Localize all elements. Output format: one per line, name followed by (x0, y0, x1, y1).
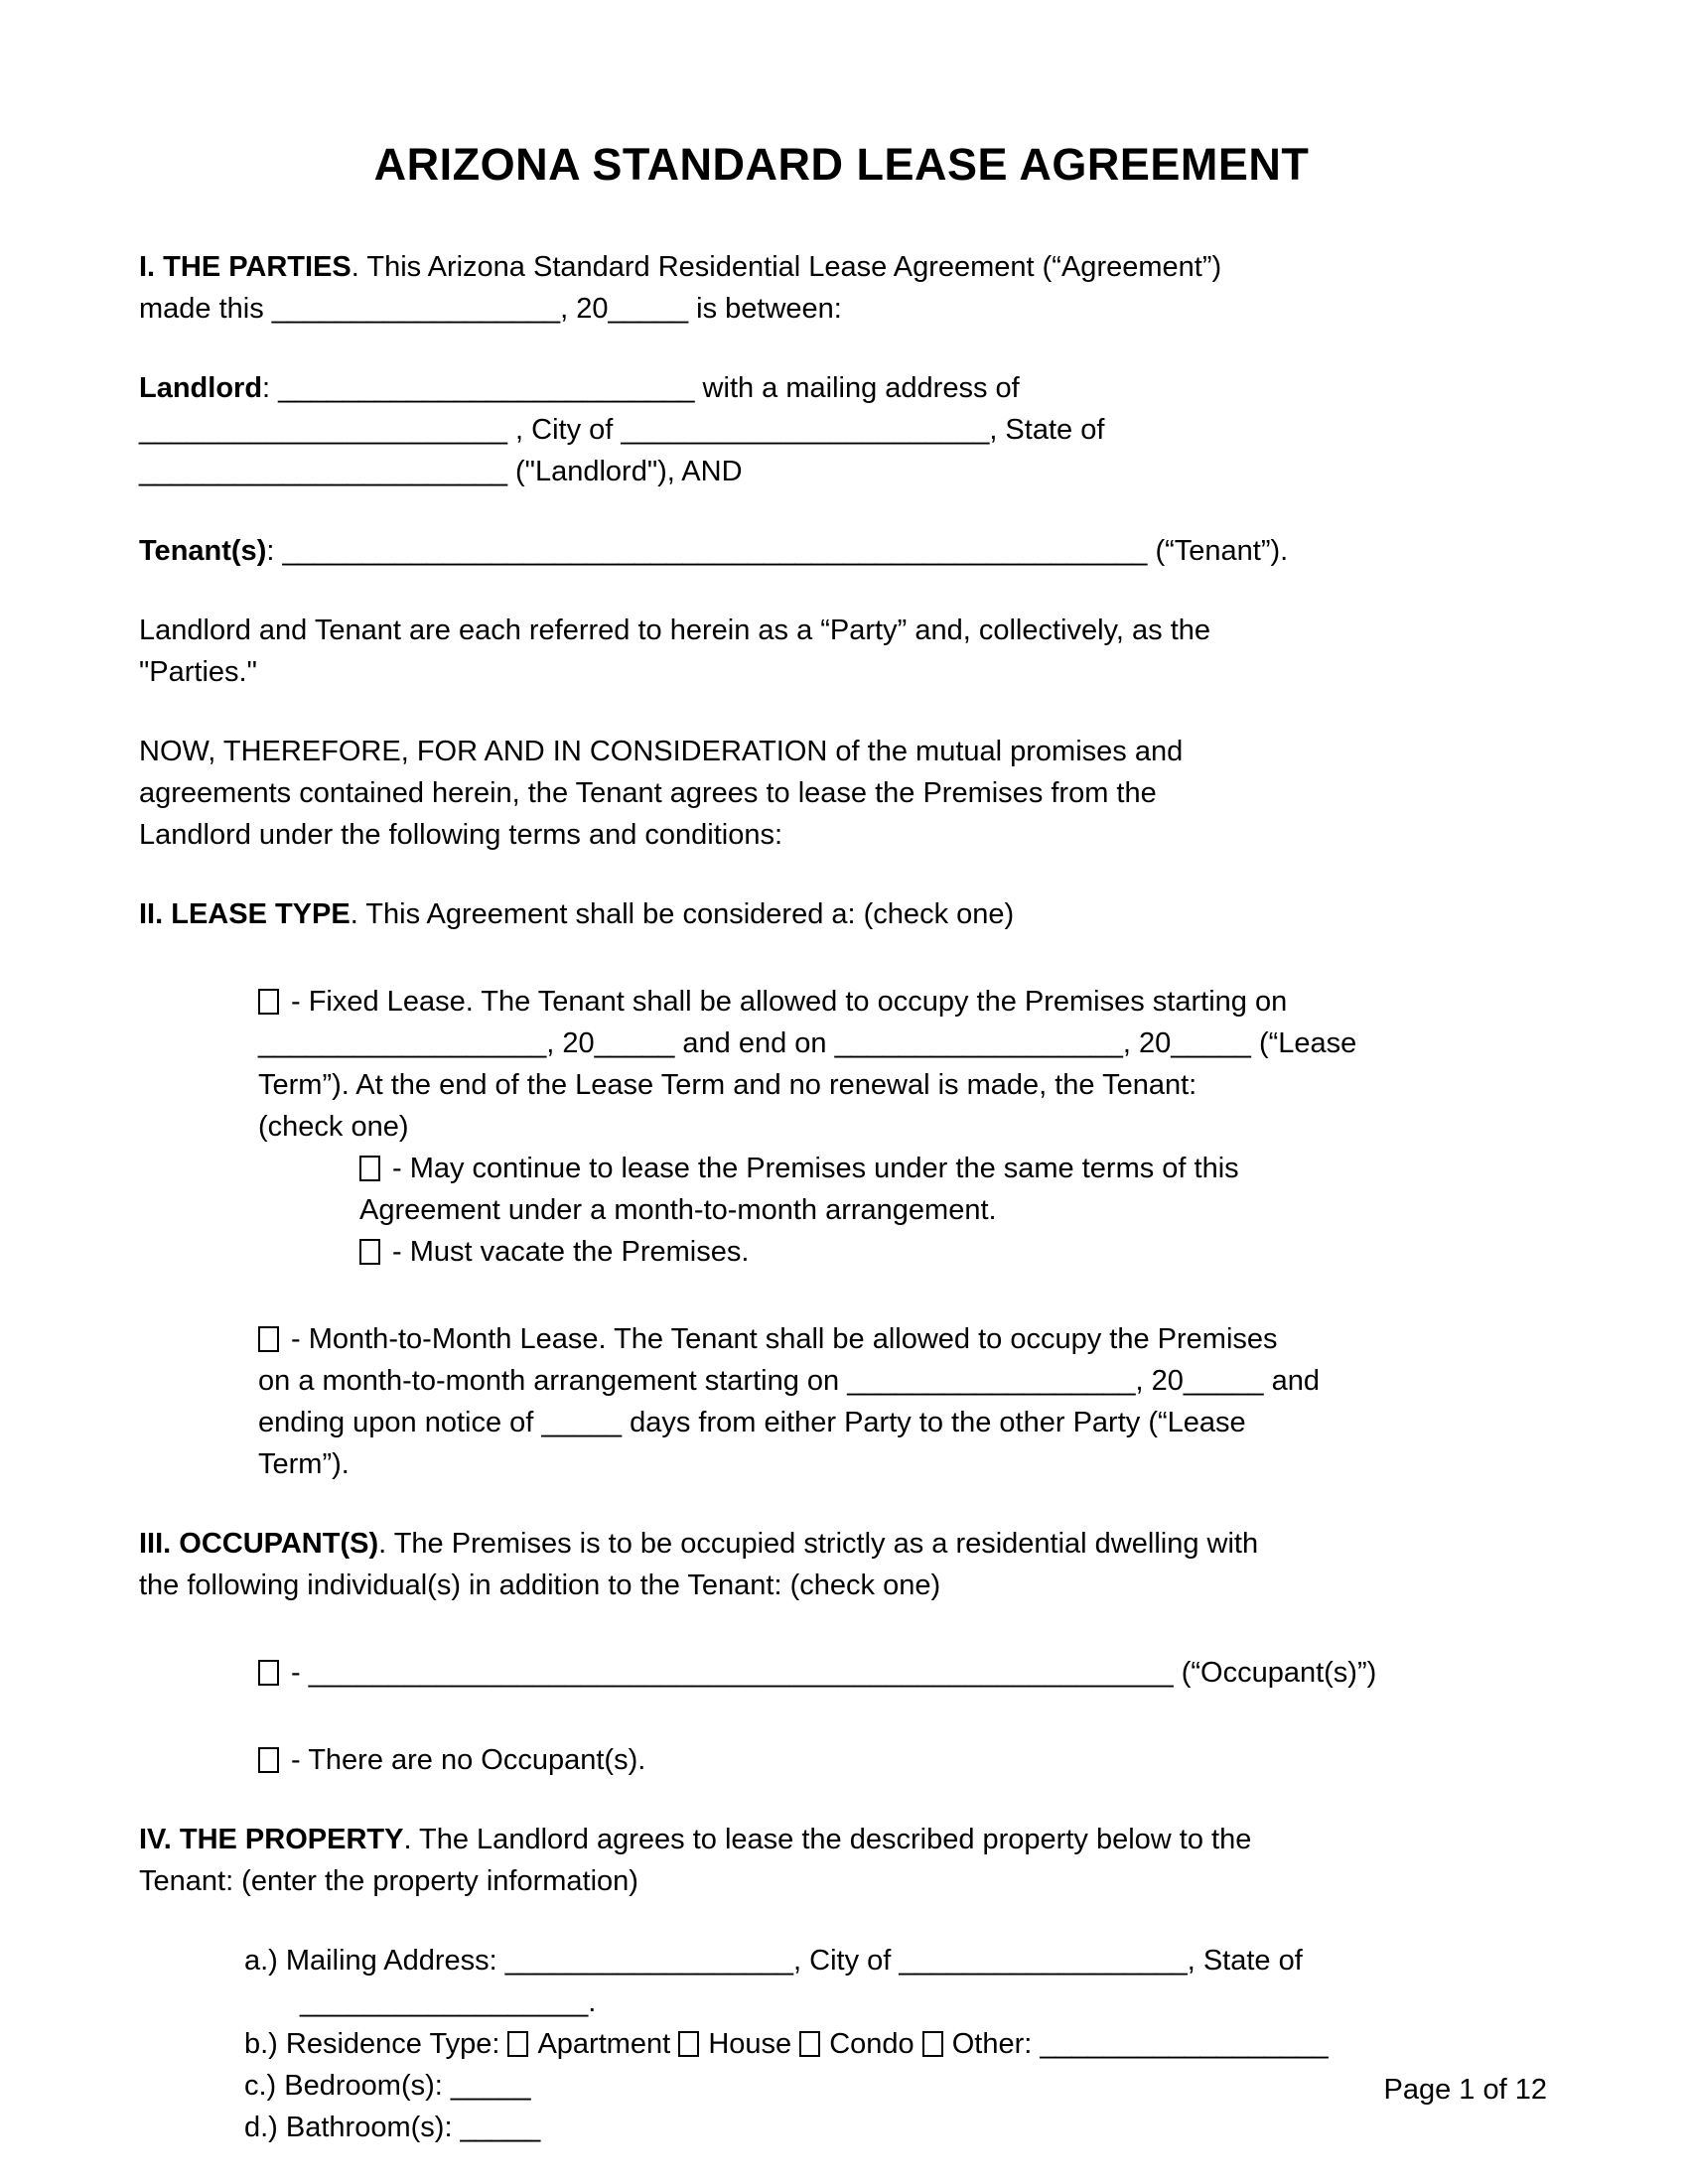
section-occupants-heading: III. OCCUPANT(S) (139, 1528, 379, 1560)
vacate-option (139, 1231, 1544, 1273)
vacate-checkbox-icon[interactable] (359, 1239, 380, 1265)
fixed-lease-checkbox-icon[interactable] (258, 989, 279, 1015)
bathrooms-blank-line: d.) Bathroom(s): _____ (244, 2112, 541, 2143)
section-property-heading: IV. THE PROPERTY (139, 1824, 404, 1855)
text-line: Tenant: (enter the property information) (139, 1865, 638, 1897)
house-option-label: House (708, 2028, 792, 2060)
property-item-mailing-address (139, 1940, 1544, 1981)
no-occupants-text: - There are no Occupant(s). (291, 1744, 646, 1776)
mailing-address-blank-line: a.) Mailing Address: __________________, City of __________________, State of (244, 1945, 1303, 1977)
apartment-checkbox-icon[interactable] (507, 2031, 528, 2057)
text-line (139, 893, 1544, 935)
continue-lease-checkbox-icon[interactable] (359, 1156, 380, 1181)
month-to-month-checkbox-icon[interactable] (258, 1326, 279, 1352)
notice-days-blank-line: ending upon notice of _____ days from either Party to the other Party (“Lease (258, 1407, 1246, 1438)
property-item-bathrooms (139, 2107, 1544, 2148)
text-line (258, 1739, 1544, 1781)
section-parties-intro (139, 246, 1544, 330)
section-parties-heading-rest: . This Arizona Standard Residential Lease Agreement (“Agreement”) (351, 251, 1222, 283)
text-line (139, 1819, 1544, 1860)
house-checkbox-icon[interactable] (678, 2031, 699, 2057)
section-parties-heading: I. THE PARTIES (139, 251, 352, 283)
tenant-name-blank: : ______________________________________________________ (“Tenant”). (266, 535, 1289, 567)
section-lease-type-heading: II. LEASE TYPE (139, 898, 351, 930)
page-number: Page 1 of 12 (1383, 2074, 1547, 2106)
fixed-lease-dates-blank-line: __________________, 20_____ and end on __________________, 20_____ (“Lease (258, 1027, 1357, 1059)
text-line: Landlord under the following terms and conditions: (139, 819, 783, 851)
condo-option-label: Condo (829, 2028, 914, 2060)
apartment-option-label: Apartment (537, 2028, 671, 2060)
other-option-blank: Other: __________________ (951, 2028, 1329, 2060)
month-start-blank-line: on a month-to-month arrangement starting on __________________, 20_____ and (258, 1365, 1320, 1397)
occupants-named-checkbox-icon[interactable] (258, 1660, 279, 1686)
text-line (258, 1652, 1544, 1694)
text-line: Term”). At the end of the Lease Term and no renewal is made, the Tenant: (258, 1069, 1197, 1101)
text-line: Term”). (258, 1448, 350, 1480)
state-blank-line: __________________. (300, 1986, 597, 2018)
bedrooms-blank-line: c.) Bedroom(s): _____ (244, 2070, 531, 2102)
landlord-state-blank-line: _______________________ ("Landlord"), AND (139, 456, 743, 487)
occupants-name-blank: - ______________________________________________________ (“Occupant(s)”) (291, 1657, 1377, 1689)
text-line (139, 530, 1544, 572)
landlord-name-blank: : __________________________ with a mailing address of (262, 372, 1020, 404)
no-occupants-checkbox-icon[interactable] (258, 1747, 279, 1773)
text-line: made this __________________, 20_____ is between: (139, 293, 842, 325)
month-to-month-text: - Month-to-Month Lease. The Tenant shall be allowed to occupy the Premises (291, 1323, 1278, 1355)
section-occupants-intro (139, 1523, 1544, 1606)
document-title: ARIZONA STANDARD LEASE AGREEMENT (373, 139, 1310, 190)
text-line: "Parties." (139, 656, 257, 688)
text-line (139, 246, 1544, 288)
residence-type-label: b.) Residence Type: (244, 2028, 500, 2060)
landlord-paragraph (139, 367, 1544, 492)
month-to-month-option (139, 1318, 1544, 1485)
fixed-lease-option (139, 981, 1544, 1148)
text-line (258, 981, 1544, 1023)
consideration-paragraph (139, 731, 1544, 856)
section-occupants-heading-rest: . The Premises is to be occupied strictly as a residential dwelling with (378, 1528, 1259, 1560)
text-line: Landlord and Tenant are each referred to herein as a “Party” and, collectively, as the (139, 614, 1211, 646)
text-line (139, 367, 1544, 409)
section-property-intro (139, 1819, 1544, 1902)
landlord-label: Landlord (139, 372, 263, 404)
section-lease-type-intro (139, 893, 1544, 935)
text-line (139, 1523, 1544, 1565)
condo-checkbox-icon[interactable] (799, 2031, 820, 2057)
no-occupants-option (139, 1739, 1544, 1781)
text-line: the following individual(s) in addition to the Tenant: (check one) (139, 1570, 941, 1601)
tenant-label: Tenant(s) (139, 535, 267, 567)
text-line: Agreement under a month-to-month arrangement. (359, 1194, 997, 1226)
property-item-mailing-address-cont (139, 1981, 1544, 2023)
text-line (359, 1231, 1544, 1273)
text-line (139, 1318, 1544, 1360)
landlord-address-blank-line: _______________________ , City of _______________________, State of (139, 414, 1105, 446)
section-property-heading-rest: . The Landlord agrees to lease the described property below to the (403, 1824, 1252, 1855)
occupants-named-option (139, 1652, 1544, 1694)
text-line: agreements contained herein, the Tenant agrees to lease the Premises from the (139, 777, 1157, 809)
text-line (359, 1148, 1544, 1189)
continue-lease-option (139, 1148, 1544, 1231)
tenant-paragraph (139, 530, 1544, 572)
text-line: NOW, THEREFORE, FOR AND IN CONSIDERATION of the mutual promises and (139, 736, 1184, 767)
property-item-residence-type (139, 2023, 1544, 2065)
parties-reference-paragraph (139, 610, 1544, 693)
text-line: (check one) (258, 1111, 409, 1143)
other-checkbox-icon[interactable] (922, 2031, 943, 2057)
vacate-text: - Must vacate the Premises. (392, 1236, 750, 1268)
fixed-lease-text: - Fixed Lease. The Tenant shall be allowed to occupy the Premises starting on (291, 986, 1288, 1018)
continue-lease-text: - May continue to lease the Premises under the same terms of this (392, 1153, 1239, 1184)
section-lease-type-heading-rest: . This Agreement shall be considered a: (check one) (350, 898, 1015, 930)
property-item-bedrooms (139, 2065, 1544, 2107)
